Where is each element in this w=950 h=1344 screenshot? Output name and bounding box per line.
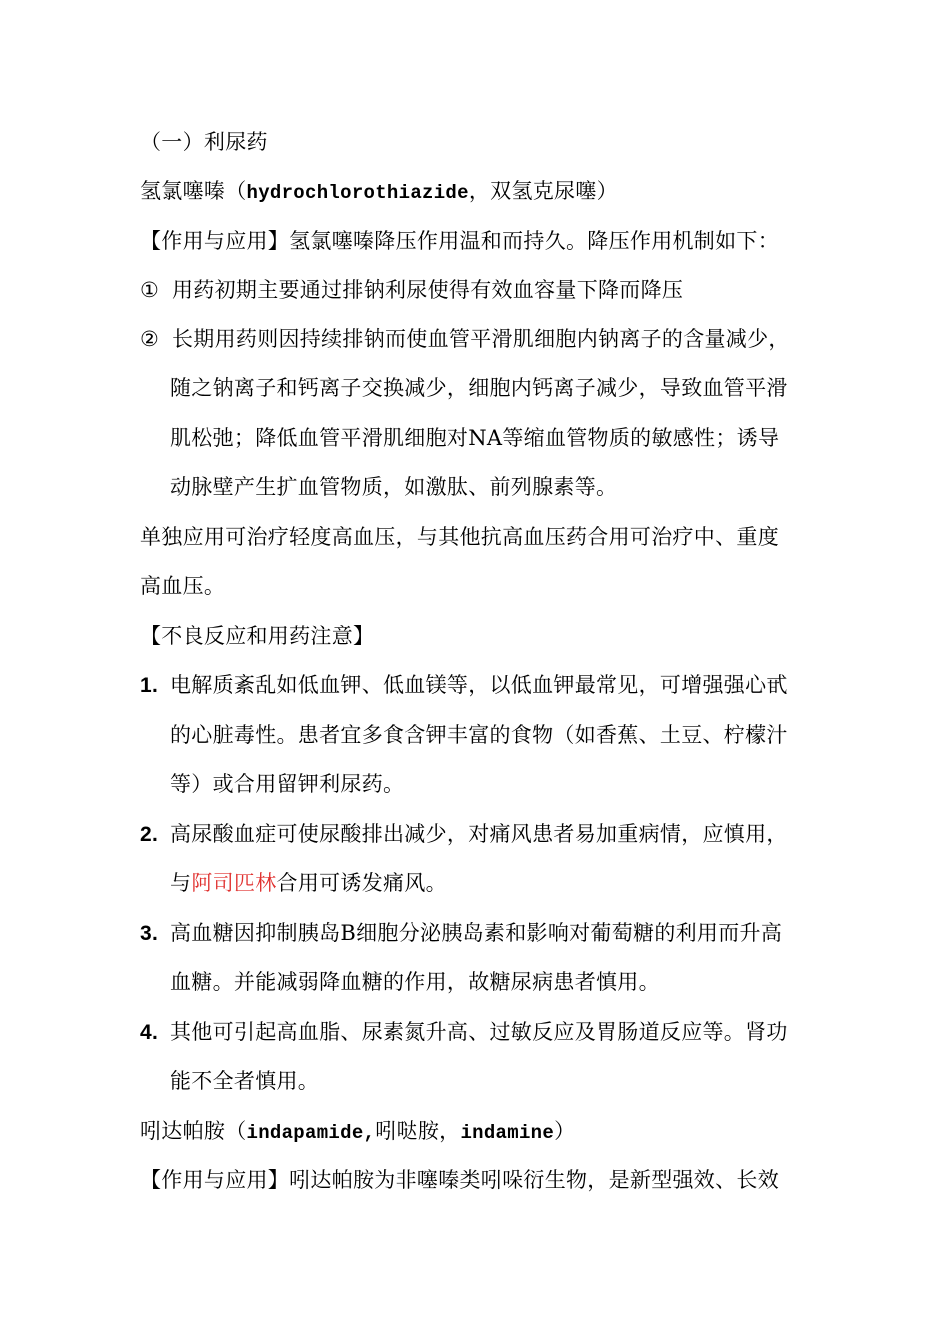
drug1-action — [140, 227, 830, 255]
adverse-number-2: 2. — [140, 823, 159, 846]
drug1-action-label: 【作用与应用】 — [140, 229, 290, 253]
mechanism-text-2-line: 随之钠离子和钙离子交换减少，细胞内钙离子减少，导致血管平滑 — [170, 376, 788, 400]
adverse-item-3 — [140, 919, 830, 948]
drug1-name-cn: 氢氯噻嗪（ — [140, 179, 247, 203]
drug1-name-en: hydrochlorothiazide — [246, 182, 469, 204]
adverse-heading: 【不良反应和用药注意】 — [140, 624, 375, 648]
adverse-number-3: 3. — [140, 922, 159, 945]
adverse-item-1 — [140, 671, 830, 700]
adverse-number-1: 1. — [140, 674, 159, 697]
mechanism-marker-2: ② — [140, 327, 160, 351]
drug2-name — [140, 1117, 830, 1147]
mechanism-text-1: 用药初期主要通过排钠利尿使得有效血容量下降而降压 — [172, 278, 684, 302]
mechanism-text-2-line: 长期用药则因持续排钠而使血管平滑肌细胞内钠离子的含量减少， — [172, 327, 790, 351]
adverse-text-pre: 与 — [170, 871, 192, 895]
adverse-text-line: 电解质紊乱如低血钾、低血镁等，以低血钾最常见，可增强强心甙 — [170, 673, 788, 697]
adverse-text-line: 其他可引起高血脂、尿素氮升高、过敏反应及胃肠道反应等。肾功 — [170, 1020, 788, 1044]
adverse-text-line: 高血糖因抑制胰岛B细胞分泌胰岛素和影响对葡萄糖的利用而升高 — [170, 921, 783, 945]
adverse-item-4 — [140, 1018, 830, 1047]
adverse-text-line: 能不全者慎用。 — [170, 1069, 320, 1093]
drug1-name — [140, 177, 830, 207]
mechanism-item-1 — [140, 276, 830, 304]
aspirin-highlight: 阿司匹林 — [191, 871, 277, 895]
mechanism-text-2-line: 肌松弛；降低血管平滑肌细胞对NA等缩血管物质的敏感性；诱导 — [170, 426, 780, 450]
drug2-name-en2: indamine — [460, 1122, 555, 1144]
usage-line: 单独应用可治疗轻度高血压，与其他抗高血压药合用可治疗中、重度 — [140, 525, 779, 549]
drug2-action-text: 吲达帕胺为非噻嗪类吲哚衍生物，是新型强效、长效 — [289, 1168, 780, 1192]
mechanism-text-2-line: 动脉壁产生扩血管物质，如激肽、前列腺素等。 — [170, 475, 618, 499]
adverse-number-4: 4. — [140, 1021, 159, 1044]
section-title: （一）利尿药 — [140, 130, 268, 154]
drug2-action-label: 【作用与应用】 — [140, 1168, 290, 1192]
drug2-name-en: indapamide, — [246, 1122, 376, 1144]
drug1-action-text: 氢氯噻嗪降压作用温和而持久。降压作用机制如下： — [289, 229, 780, 253]
adverse-item-2 — [140, 820, 830, 849]
adverse-text-post: 合用可诱发痛风。 — [276, 871, 447, 895]
adverse-text-line: 的心脏毒性。患者宜多食含钾丰富的食物（如香蕉、土豆、柠檬汁 — [170, 723, 788, 747]
drug2-action — [140, 1166, 830, 1194]
adverse-text-line: 高尿酸血症可使尿酸排出减少，对痛风患者易加重病情，应慎用， — [170, 822, 788, 846]
drug2-name-tail: ） — [554, 1119, 576, 1143]
drug2-name-mid: 吲哒胺， — [375, 1119, 461, 1143]
mechanism-item-2 — [140, 325, 830, 353]
adverse-text-line — [170, 869, 830, 897]
adverse-text-line: 等）或合用留钾利尿药。 — [170, 772, 405, 796]
usage-line: 高血压。 — [140, 574, 226, 598]
adverse-text-line: 血糖。并能减弱降血糖的作用，故糖尿病患者慎用。 — [170, 970, 660, 994]
mechanism-marker-1: ① — [140, 278, 160, 302]
drug2-name-cn: 吲达帕胺（ — [140, 1119, 247, 1143]
drug1-name-tail: ，双氢克尿噻） — [468, 179, 618, 203]
